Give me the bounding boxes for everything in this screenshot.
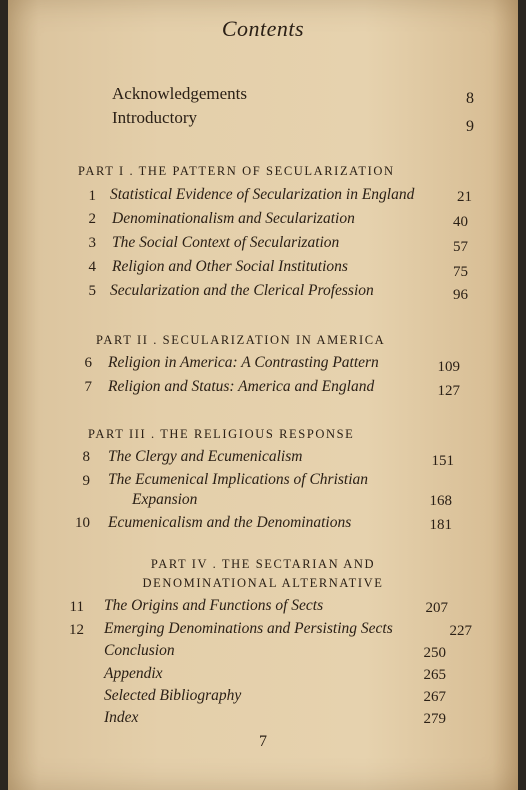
- chapter-number: 6: [84, 355, 92, 371]
- chapter-title-continued: Expansion: [132, 491, 198, 508]
- chapter-title: The Clergy and Ecumenicalism: [108, 448, 303, 465]
- chapter-page: 168: [429, 493, 452, 509]
- chapter-title: Statistical Evidence of Secularization in England: [110, 186, 415, 203]
- toc-entry-bibliography: Selected Bibliography: [104, 687, 242, 704]
- chapter-number: 5: [88, 283, 96, 299]
- chapter-title: Ecumenicalism and the Denominations: [108, 514, 352, 531]
- chapter-page: 181: [429, 517, 452, 533]
- chapter-title: The Origins and Functions of Sects: [104, 597, 324, 614]
- chapter-page: 40: [453, 214, 468, 230]
- part-heading-4-continued: DENOMINATIONAL ALTERNATIVE: [142, 576, 384, 590]
- part-heading-1: PART I . THE PATTERN OF SECULARIZATION: [78, 164, 395, 178]
- toc-page-appendix: 265: [423, 667, 446, 683]
- chapter-page: 227: [449, 623, 472, 639]
- chapter-page: 57: [453, 239, 468, 255]
- chapter-number: 3: [88, 235, 96, 251]
- chapter-title: The Ecumenical Implications of Christian: [108, 471, 369, 488]
- chapter-title: Religion in America: A Contrasting Pattern: [108, 354, 379, 371]
- chapter-number: 10: [75, 515, 90, 531]
- chapter-page: 207: [425, 600, 448, 616]
- page-folio: 7: [259, 733, 267, 750]
- toc-entry-index: Index: [104, 709, 139, 726]
- chapter-title: Religion and Status: America and England: [108, 378, 375, 395]
- toc-entry-conclusion: Conclusion: [104, 642, 175, 659]
- page-title: Contents: [221, 16, 305, 41]
- chapter-number: 9: [82, 473, 90, 489]
- chapter-number: 11: [69, 599, 84, 615]
- chapter-number: 12: [69, 622, 84, 638]
- part-heading-3: PART III . THE RELIGIOUS RESPONSE: [88, 427, 355, 441]
- toc-page-index: 279: [423, 711, 446, 727]
- chapter-page: 151: [431, 453, 454, 469]
- book-page: [8, 0, 518, 790]
- chapter-number: 1: [88, 188, 96, 204]
- chapter-page: 127: [437, 383, 460, 399]
- toc-entry-appendix: Appendix: [104, 665, 163, 682]
- toc-page-introductory: 9: [466, 118, 474, 135]
- toc-entry-introductory: Introductory: [112, 108, 197, 127]
- toc-page-bibliography: 267: [423, 689, 446, 705]
- chapter-title: Secularization and the Clerical Profession: [110, 282, 374, 299]
- toc-page-acknowledgements: 8: [466, 90, 474, 107]
- chapter-number: 4: [88, 259, 96, 275]
- chapter-page: 75: [453, 264, 468, 280]
- chapter-title: Emerging Denominations and Persisting Sects: [104, 620, 393, 637]
- chapter-number: 2: [88, 211, 96, 227]
- chapter-title: Religion and Other Social Institutions: [112, 258, 348, 275]
- chapter-title: Denominationalism and Secularization: [112, 210, 355, 227]
- chapter-title: The Social Context of Secularization: [112, 234, 340, 251]
- chapter-number: 7: [84, 379, 92, 395]
- chapter-page: 109: [437, 359, 460, 375]
- part-heading-2: PART II . SECULARIZATION IN AMERICA: [96, 333, 386, 347]
- chapter-page: 21: [457, 189, 472, 205]
- chapter-page: 96: [453, 287, 468, 303]
- toc-page-conclusion: 250: [423, 645, 446, 661]
- toc-entry-acknowledgements: Acknowledgements: [112, 84, 248, 103]
- chapter-number: 8: [82, 449, 90, 465]
- part-heading-4: PART IV . THE SECTARIAN AND: [150, 557, 376, 571]
